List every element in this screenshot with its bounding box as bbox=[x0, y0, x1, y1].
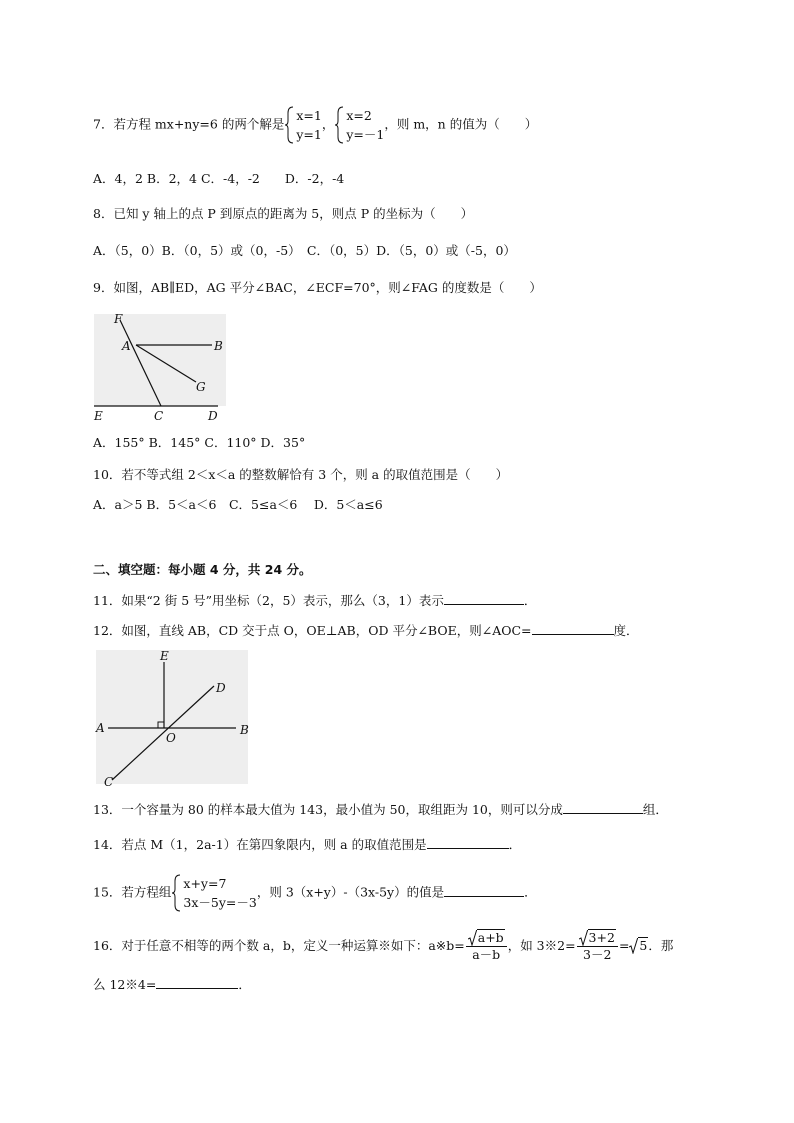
q11-answer-blank[interactable] bbox=[444, 592, 524, 605]
brace-icon bbox=[284, 106, 294, 144]
q9-figure bbox=[90, 308, 230, 426]
q7-sol2-x: x=2 bbox=[346, 108, 372, 123]
q16-end: ．那 bbox=[648, 938, 674, 953]
q7-sol1-y: y=1 bbox=[296, 127, 322, 142]
q16-line2-text: 么 12※4= bbox=[93, 977, 157, 992]
q9-stem: 9．如图，AB∥ED，AG 平分∠BAC，∠ECF=70°，则∠FAG 的度数是（ ） bbox=[93, 280, 542, 295]
brace-icon bbox=[334, 106, 344, 144]
radical-icon bbox=[579, 930, 588, 946]
label-d: D bbox=[208, 409, 218, 423]
brace-icon bbox=[171, 874, 181, 912]
q7-solution-1 bbox=[284, 106, 322, 144]
q12-end: 度． bbox=[613, 623, 639, 638]
q15-text-after: ，则 3（x+y）-（3x-5y）的值是 bbox=[256, 884, 445, 900]
question-16-line-2 bbox=[93, 976, 251, 993]
q9-options: A．155° B．145° C．110° D．35° bbox=[93, 435, 306, 450]
q16-definition-fraction bbox=[466, 930, 507, 963]
question-11 bbox=[93, 592, 536, 609]
q7-options: A．4，2 B．2，4 C．-4，-2 D．-2，-4 bbox=[93, 171, 345, 186]
label-e: E bbox=[160, 649, 169, 663]
q15-text: 15．若方程组 bbox=[93, 884, 172, 900]
label-f: F bbox=[114, 312, 123, 326]
q7-sol1-x: x=1 bbox=[296, 108, 322, 123]
q16-line2-end: ． bbox=[238, 977, 251, 992]
question-7 bbox=[93, 106, 537, 144]
label-e: E bbox=[94, 409, 103, 423]
sqrt-sign bbox=[468, 930, 505, 946]
label-a: A bbox=[122, 339, 131, 353]
q16-mid: ，如 3※2= bbox=[507, 938, 576, 953]
q13-end: 组． bbox=[642, 802, 668, 817]
figure-background bbox=[96, 650, 248, 784]
q15-eq-1: x+y=7 bbox=[183, 876, 227, 891]
q14-text: 14．若点 M（1，2a-1）在第四象限内，则 a 的取值范围是 bbox=[93, 837, 427, 852]
q15-end: ． bbox=[524, 884, 537, 900]
label-d: D bbox=[216, 681, 226, 695]
q7-stem-before: 7．若方程 mx+ny=6 的两个解是 bbox=[93, 116, 285, 132]
q16-text: 16．对于任意不相等的两个数 a，b，定义一种运算※如下：a※b= bbox=[93, 938, 465, 953]
q10-options: A．a＞5 B．5＜a＜6 C．5≤a＜6 D．5＜a≤6 bbox=[93, 497, 383, 512]
q15-system bbox=[171, 874, 256, 912]
label-c: C bbox=[154, 409, 164, 423]
section-2-title: 二、填空题：每小题 4 分，共 24 分。 bbox=[93, 562, 312, 577]
radical-icon bbox=[629, 938, 638, 954]
q11-end: ． bbox=[523, 593, 537, 608]
q16-result-sqrt bbox=[629, 938, 648, 954]
q14-answer-blank[interactable] bbox=[427, 836, 509, 849]
q16-answer-blank[interactable] bbox=[156, 976, 238, 989]
q12-answer-blank[interactable] bbox=[532, 622, 614, 635]
q16-def-numerator: a+b bbox=[477, 930, 504, 945]
q11-text: 11．如果“2 街 5 号”用坐标（2，5）表示，那么（3，1）表示 bbox=[93, 593, 444, 608]
q16-result: 5 bbox=[639, 938, 648, 953]
question-15 bbox=[93, 874, 537, 912]
q14-end: ． bbox=[508, 837, 522, 852]
q7-solution-2 bbox=[334, 106, 384, 144]
q12-text: 12．如图，直线 AB，CD 交于点 O，OE⊥AB，OD 平分∠BOE，则∠AOC= bbox=[93, 623, 532, 638]
q16-ex-numerator: 3+2 bbox=[588, 930, 615, 945]
label-g: G bbox=[196, 380, 206, 394]
q8-options: A．（5，0）B．（0，5）或（0，-5） C．（0，5）D．（5，0）或（-5，0） bbox=[93, 243, 516, 258]
q12-figure bbox=[92, 646, 254, 788]
q10-stem: 10．若不等式组 2＜x＜a 的整数解恰有 3 个，则 a 的取值范围是（ ） bbox=[93, 467, 509, 482]
q13-answer-blank[interactable] bbox=[563, 801, 643, 814]
question-13 bbox=[93, 801, 668, 818]
label-b: B bbox=[240, 723, 249, 737]
q15-answer-blank[interactable] bbox=[444, 884, 524, 897]
q16-def-denominator: a－b bbox=[472, 947, 501, 962]
question-14 bbox=[93, 836, 521, 853]
q16-equals: = bbox=[618, 938, 630, 953]
q16-example-fraction bbox=[577, 930, 618, 963]
question-16 bbox=[93, 930, 673, 963]
sqrt-sign bbox=[579, 930, 616, 946]
q7-stem-after: ，则 m，n 的值为（ ） bbox=[384, 116, 538, 132]
question-12 bbox=[93, 622, 639, 639]
label-a: A bbox=[96, 721, 105, 735]
radical-icon bbox=[468, 930, 477, 946]
q8-stem: 8．已知 y 轴上的点 P 到原点的距离为 5，则点 P 的坐标为（ ） bbox=[93, 206, 474, 221]
label-b: B bbox=[214, 339, 223, 353]
q16-ex-denominator: 3－2 bbox=[583, 947, 612, 962]
q7-comma: ， bbox=[321, 116, 335, 132]
label-c: C bbox=[104, 775, 114, 788]
q15-eq-2: 3x－5y=－3 bbox=[183, 895, 257, 910]
q7-sol2-y: y=－1 bbox=[346, 127, 385, 142]
label-o: O bbox=[166, 731, 176, 745]
q13-text: 13．一个容量为 80 的样本最大值为 143，最小值为 50，取组距为 10，则可以分成 bbox=[93, 802, 563, 817]
